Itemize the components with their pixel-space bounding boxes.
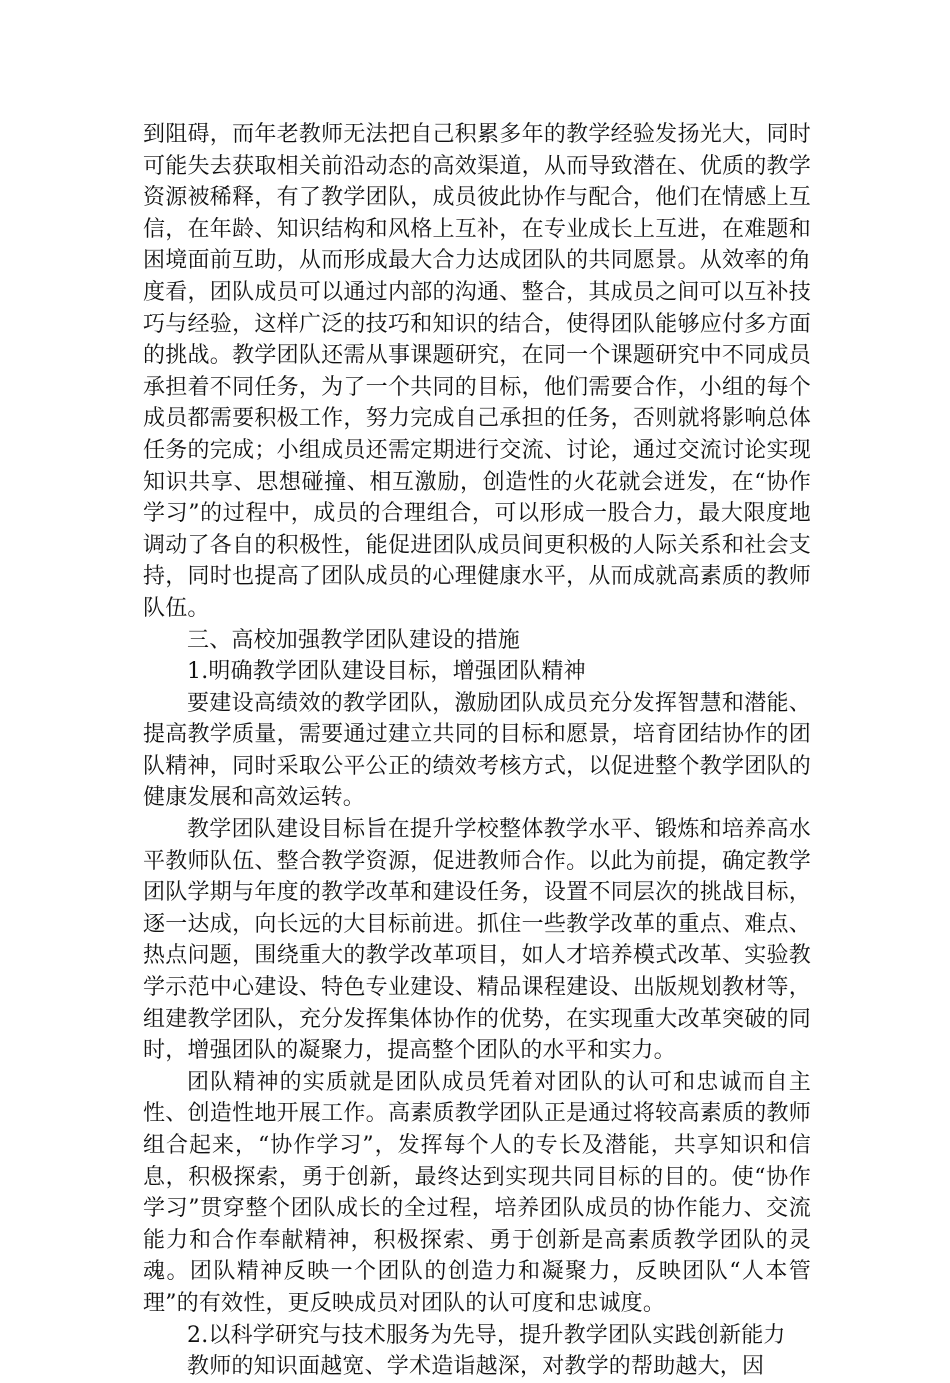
body-paragraph: 团队精神的实质就是团队成员凭着对团队的认可和忠诚而自主性、创造性地开展工作。高素质教学团队正是通过将较高素质的教师组合起来，“协作学习”，发挥每个人的专长及潜能，共享知识和信息，积极探索，勇于创新，最终达到实现共同目标的目的。使“协作学习”贯穿整个团队成长的全过程，培养团队成员的协作能力、交流能力和合作奉献精神，积极探索、勇于创新是高素质教学团队的灵魂。团队精神反映一个团队的创造力和凝聚力，反映团队“人本管理”的有效性，更反映成员对团队的认可度和忠诚度。 [143,1069,811,1316]
section-heading: 三、高校加强教学团队建设的措施 [187,627,521,653]
document-body [143,119,811,1383]
body-paragraph: 到阻碍，而年老教师无法把自己积累多年的教学经验发扬光大，同时可能失去获取相关前沿动态的高效渠道，从而导致潜在、优质的教学资源被稀释，有了教学团队，成员彼此协作与配合，他们在情感上互信，在年龄、知识结构和风格上互补，在专业成长上互进，在难题和困境面前互助，从而形成最大合力达成团队的共同愿景。从效率的角度看，团队成员可以通过内部的沟通、整合，其成员之间可以互补技巧与经验，这样广泛的技巧和知识的结合，使得团队能够应付多方面的挑战。教学团队还需从事课题研究，在同一个课题研究中不同成员承担着不同任务，为了一个共同的目标，他们需要合作，小组的每个成员都需要积极工作，努力完成自己承担的任务，否则就将影响总体任务的完成；小组成员还需定期进行交流、讨论，通过交流讨论实现知识共享、思想碰撞、相互激励，创造性的火花就会迸发，在“协作学习”的过程中，成员的合理组合，可以形成一股合力，最大限度地调动了各自的积极性，能促进团队成员间更积极的人际关系和社会支持，同时也提高了团队成员的心理健康水平，从而成就高素质的教师队伍。 [143,122,811,621]
body-paragraph: 教学团队建设目标旨在提升学校整体教学水平、锻炼和培养高水平教师队伍、整合教学资源，促进教师合作。以此为前提，确定教学团队学期与年度的教学改革和建设任务，设置不同层次的挑战目标，逐一达成，向长远的大目标前进。抓住一些教学改革的重点、难点、热点问题，围绕重大的教学改革项目，如人才培养模式改革、实验教学示范中心建设、特色专业建设、精品课程建设、出版规划教材等，组建教学团队，充分发挥集体协作的优势，在实现重大改革突破的同时，增强团队的凝聚力，提高整个团队的水平和实力。 [143,817,811,1064]
subsection-heading: 1.明确教学团队建设目标，增强团队精神 [187,659,586,685]
body-paragraph: 要建设高绩效的教学团队，激励团队成员充分发挥智慧和潜能、提高教学质量，需要通过建立共同的目标和愿景，培育团结协作的团队精神，同时采取公平公正的绩效考核方式，以促进整个教学团队的健康发展和高效运转。 [143,690,811,811]
subsection-heading: 2.以科学研究与技术服务为先导，提升教学团队实践创新能力 [187,1322,786,1348]
body-paragraph: 教师的知识面越宽、学术造诣越深，对教学的帮助越大，因 [187,1354,765,1380]
